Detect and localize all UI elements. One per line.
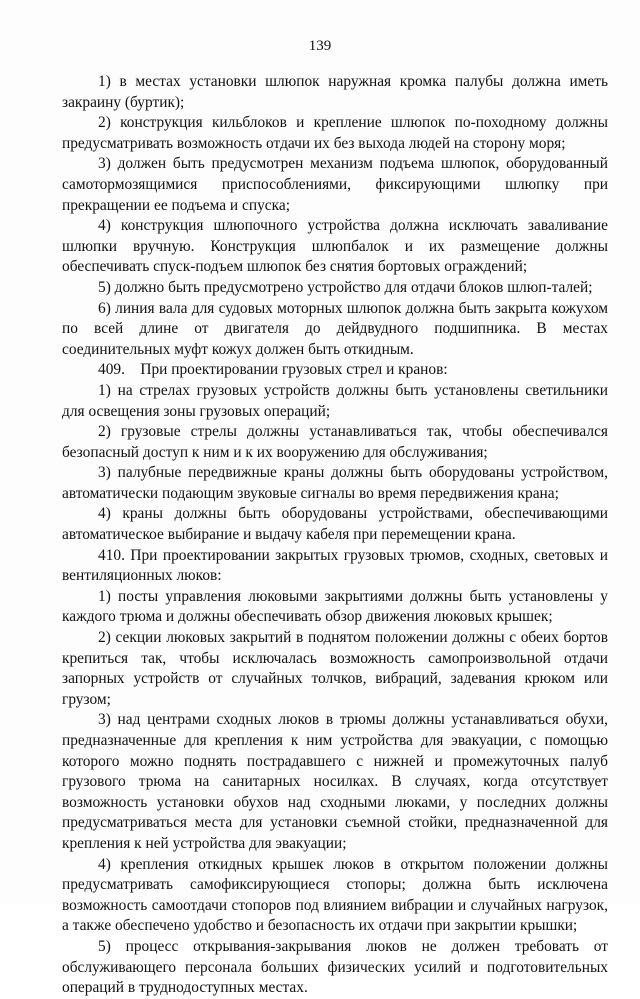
paragraph-15: 3) над центрами сходных люков в трюмы должны устанавливаться обухи, предназначенные для крепления к ним устройства для эвакуации, с помощью которого можно поднять пострадавшего с нижней и промежуточных палуб грузового трюма на санитарных носилках. В случаях, когда отсутствует возможность установки обухов над сходными люками, у последних должны предусматриваться места для установки съемной стойки, предназначенной для крепления к ней устройства для эвакуации; — [62, 711, 608, 852]
paragraph-9: 2) грузовые стрелы должны устанавливаться так, чтобы обеспечивался безопасный доступ к ним и к их вооружению для обслуживания; — [62, 423, 608, 461]
paragraph-4: 4) конструкция шлюпочного устройства должна исключать заваливание шлюпки вручную. Конструкция шлюпбалок и их размещение должны обеспечивать спуск-подъем шлюпок без снятия бортовых ограждений; — [62, 217, 608, 276]
paragraph-2: 2) конструкция кильблоков и крепление шлюпок по-походному должны предусматривать возможность отдачи их без выхода людей на сторону моря; — [62, 114, 608, 152]
paragraph-8: 1) на стрелах грузовых устройств должны быть установлены светильники для освещения зоны грузовых операций; — [62, 381, 608, 420]
paragraph-3: 3) должен быть предусмотрен механизм подъема шлюпок, оборудованный самотормозящимися приспособлениями, фиксирующими шлюпку при прекращении ее подъема и спуска; — [62, 155, 608, 214]
paragraph-1: 1) в местах установки шлюпок наружная кромка палубы должна иметь закраину (буртик); — [62, 73, 608, 111]
paragraph-10: 3) палубные передвижные краны должны быть оборудованы устройством, автоматически подающим звуковые сигналы во время передвижения крана; — [62, 464, 608, 502]
paragraph-17: 5) процесс открывания-закрывания люков не должен требовать от обслуживающего персонала больших физических усилий и подготовительных операций в труднодоступных местах. — [62, 937, 608, 997]
section-410-heading: 410. При проектировании закрытых грузовых трюмов, сходных, световых и вентиляционных люков: — [62, 546, 608, 585]
paragraph-6: 6) линия вала для судовых моторных шлюпок должна быть закрыта кожухом по всей длине от двигателя до дейдвудного подшипника. В местах соединительных муфт кожух должен быть откидным. — [62, 299, 608, 358]
page-body — [62, 72, 608, 999]
page-number: 139 — [308, 38, 332, 54]
paragraph-5: 5) должно быть предусмотрено устройство для отдачи блоков шлюп-талей; — [98, 278, 593, 296]
paragraph-16: 4) крепления откидных крышек люков в открытом положении должны предусматривать самофиксирующиеся стопоры; должна быть исключена возможность самоотдачи стопоров под влиянием вибрации и случайных нагрузок, а также обеспечено удобство и безопасность их отдачи при закрытии крышки; — [62, 855, 608, 935]
paragraph-13: 1) посты управления люковыми закрытиями должны быть установлены у каждого трюма и должны обеспечивать обзор движения люковых крышек; — [62, 587, 608, 626]
paragraph-14: 2) секции люковых закрытий в поднятом положении должны с обеих бортов крепиться так, чтобы исключалась возможность самопроизвольной отдачи запорных устройств от случайных толчков, вибраций, задевания крюком или грузом; — [62, 629, 608, 708]
section-409-heading: 409. При проектировании грузовых стрел и кранов: — [98, 361, 448, 379]
paragraph-11: 4) краны должны быть оборудованы устройствами, обеспечивающими автоматическое выбирание и выдачу кабеля при перемещении крана. — [62, 505, 608, 544]
